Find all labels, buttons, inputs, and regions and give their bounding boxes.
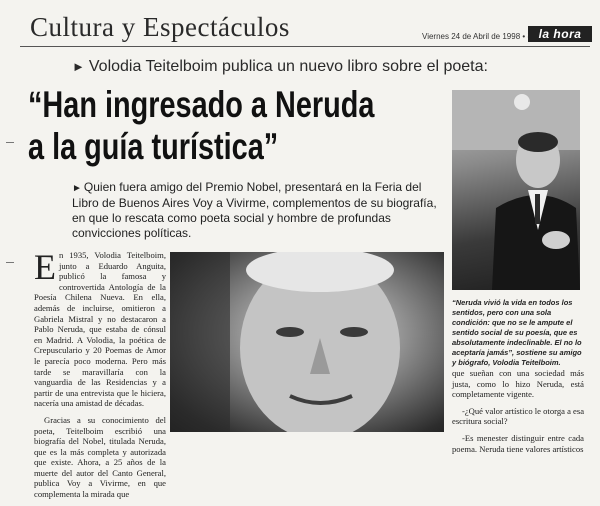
photo-teitelboim-illustration — [170, 252, 444, 432]
issue-date: Viernes 24 de Abril de 1998 — [422, 32, 521, 41]
gutter-mark — [6, 142, 14, 143]
headline-line-2: a la guía turística” — [28, 126, 279, 167]
drop-cap: E — [34, 247, 56, 287]
body-paragraph: -Es menester distinguir entre cada poema. Neruda tiene valores artísticos — [452, 432, 584, 454]
issue-separator: • — [522, 32, 526, 41]
photo-neruda-portrait — [452, 90, 580, 290]
photo-caption: “Neruda vivió la vida en todos los sentidos, pero con una sola condición: que no se le ampute el sentido social de su poesía, que es absolutamente indeclinable. El no lo aceptaría jamás”, sostiene su amigo y biógrafo, Volodia Teitelboim. — [452, 298, 582, 367]
photo-teitelboim-portrait — [170, 252, 444, 432]
photo-neruda-illustration — [452, 90, 580, 290]
body-paragraph — [34, 247, 166, 409]
article-deck — [72, 180, 444, 241]
headline-line-1: “Han ingresado a Neruda — [28, 84, 375, 125]
gutter-mark — [6, 262, 14, 263]
article-kicker — [72, 58, 488, 76]
section-title: Cultura y Espectáculos — [30, 12, 290, 42]
article-headline — [28, 84, 375, 168]
body-paragraph: -¿Qué valor artístico le otorga a esa escritura social? — [452, 405, 585, 427]
paragraph-text: n 1935, Volodia Teitelboim, junto a Eduardo Anguita, publicó la famosa y controvertida Antología de la Poesía Chilena Nueva. En ella, además de incluirse, omitieron a Gabriela Mistral y no destacaron a Pablo Neruda, que estaba de cónsul en Madrid. A Volodia, la poética de Crepusculario y 20 Poemas de Amor le parecía poco moderna. Pero más tarde se maravillaría con la vanguardia de las Residencias y a partir de una entrevista que le hiciera, nacería una amistad de décadas. — [34, 250, 166, 409]
deck-text: Quien fuera amigo del Premio Nobel, presentará en la Feria del Libro de Buenos Aires Voy a Vivirme, complementos de su biografía, en que lo rescata como poeta social y hombre de profundas convicciones políticas. — [72, 180, 437, 240]
section-header — [20, 6, 590, 47]
arrow-icon: ► — [72, 183, 82, 194]
body-paragraph: Gracias a su conocimiento del poeta, Teitelboim escribió una biografía del Nobel, titulada Neruda, que es la más completa y autorizada que existe. Ahora, a 25 años de la muerte del autor del Canto General, publica Voy a Vivirme, en que complementa la mirada que — [34, 414, 166, 500]
issue-info — [422, 30, 540, 42]
arrow-icon: ► — [72, 59, 85, 74]
body-column-right — [452, 368, 584, 460]
publication-logo: la hora — [528, 26, 592, 42]
body-paragraph: que sueñan con una sociedad más justa, como lo hizo Neruda, está completamente vigente. — [452, 368, 584, 400]
kicker-text: Volodia Teitelboim publica un nuevo libro sobre el poeta: — [88, 58, 488, 75]
body-column-left — [34, 247, 166, 506]
